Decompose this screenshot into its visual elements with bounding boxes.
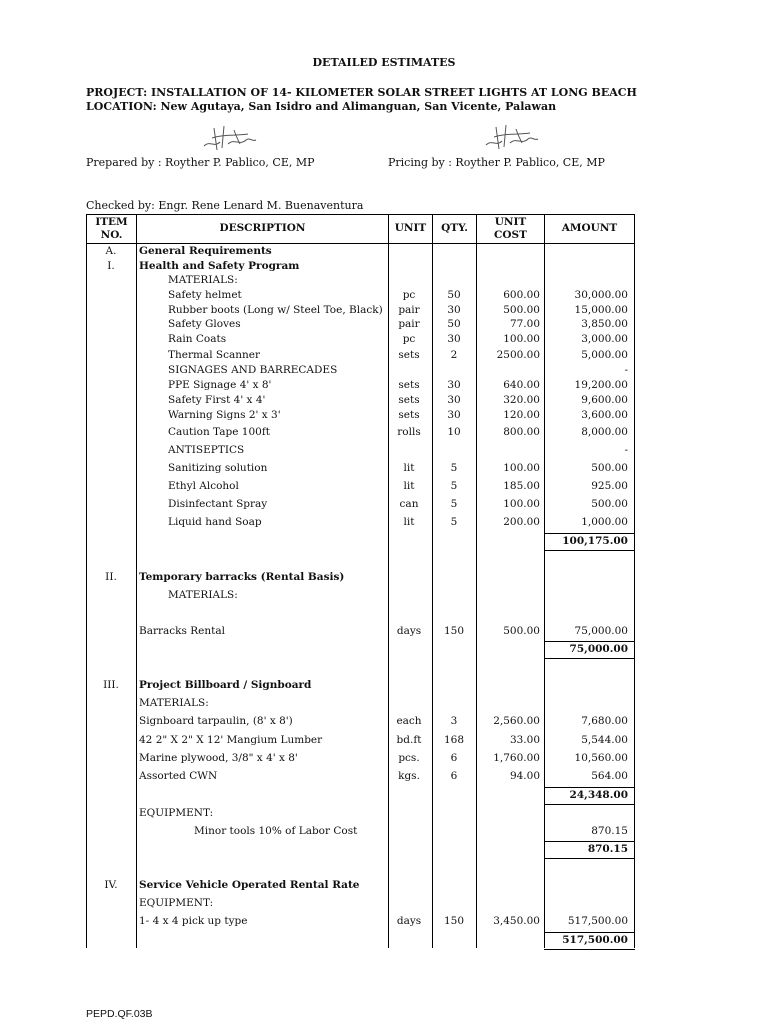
cell-item-no: A.	[105, 245, 117, 257]
cell-quantity: 6	[450, 752, 458, 764]
table-row	[86, 569, 634, 585]
cell-unit-cost: 2500.00	[496, 349, 540, 361]
cell-quantity: 50	[447, 289, 461, 301]
project-line: PROJECT: INSTALLATION OF 14- KILOMETER SOLAR STREET LIGHTS AT LONG BEACH	[86, 86, 637, 99]
subtotal-row	[86, 841, 634, 857]
cell-amount: 24,348.00	[569, 789, 628, 801]
cell-description: Rubber boots (Long w/ Steel Toe, Black)	[168, 304, 383, 316]
subtotal-rule-top	[544, 533, 635, 534]
cell-amount: 1,000.00	[581, 516, 628, 528]
subtotal-row	[86, 641, 634, 657]
cell-description: Liquid hand Soap	[168, 516, 262, 528]
subtotal-rule-bottom	[544, 949, 635, 950]
prepared-by: Prepared by : Royther P. Pablico, CE, MP	[86, 156, 315, 169]
table-row	[86, 442, 634, 458]
cell-amount: -	[624, 444, 628, 456]
cell-amount: 100,175.00	[562, 535, 628, 547]
cell-amount: 500.00	[591, 462, 628, 474]
subtotal-rule-bottom	[544, 658, 635, 659]
cell-description: Temporary barracks (Rental Basis)	[139, 571, 345, 583]
table-row	[86, 913, 634, 929]
cell-description: Ethyl Alcohol	[168, 480, 239, 492]
cell-description: SIGNAGES AND BARRECADES	[168, 364, 338, 376]
cell-unit: pcs.	[398, 752, 420, 764]
cell-unit: days	[396, 915, 422, 927]
cell-description: Signboard tarpaulin, (8' x 8')	[139, 715, 293, 727]
table-row	[86, 623, 634, 639]
cell-quantity: 30	[447, 409, 461, 421]
col-header-description: DESCRIPTION	[219, 222, 306, 234]
cell-unit-cost: 120.00	[503, 409, 540, 421]
cell-quantity: 150	[443, 625, 465, 637]
cell-unit-cost: 2,560.00	[493, 715, 540, 727]
cell-unit-cost: 100.00	[503, 498, 540, 510]
table-border-right	[634, 214, 635, 948]
table-row	[86, 392, 634, 408]
subtotal-rule-top	[544, 932, 635, 933]
table-row	[86, 732, 634, 748]
table-row	[86, 587, 634, 603]
cell-unit-cost: 33.00	[509, 734, 540, 746]
cell-description: General Requirements	[139, 245, 272, 257]
cell-unit-cost: 100.00	[503, 462, 540, 474]
cell-unit-cost: 100.00	[503, 333, 540, 345]
table-row	[86, 424, 634, 440]
cell-item-no: III.	[103, 679, 119, 691]
cell-unit: pair	[398, 318, 420, 330]
col-header-unit-cost: UNIT COST	[494, 215, 527, 241]
table-row	[86, 768, 634, 784]
cell-amount: 7,680.00	[581, 715, 628, 727]
table-row	[86, 677, 634, 693]
cell-amount: 9,600.00	[581, 394, 628, 406]
cell-description: Warning Signs 2' x 3'	[168, 409, 281, 421]
cell-unit-cost: 94.00	[509, 770, 540, 782]
cell-amount: 15,000.00	[574, 304, 628, 316]
subtotal-row	[86, 932, 634, 948]
signature-pricing	[482, 119, 542, 153]
cell-unit: lit	[403, 516, 415, 528]
cell-description: Thermal Scanner	[168, 349, 261, 361]
cell-description: Sanitizing solution	[168, 462, 268, 474]
cell-unit: can	[399, 498, 419, 510]
table-row	[86, 478, 634, 494]
cell-amount: 517,500.00	[562, 934, 628, 946]
cell-unit-cost: 3,450.00	[493, 915, 540, 927]
cell-quantity: 168	[443, 734, 465, 746]
cell-description: MATERIALS:	[139, 697, 209, 709]
cell-amount: 30,000.00	[574, 289, 628, 301]
cell-quantity: 30	[447, 394, 461, 406]
table-row	[86, 514, 634, 530]
cell-amount: 5,544.00	[581, 734, 628, 746]
cell-unit: rolls	[397, 426, 421, 438]
signature-preparer	[200, 120, 260, 154]
cell-description: Rain Coats	[168, 333, 227, 345]
cell-unit: pc	[402, 333, 416, 345]
cell-description: PPE Signage 4' x 8'	[168, 379, 272, 391]
cell-unit: lit	[403, 480, 415, 492]
cell-unit-cost: 800.00	[503, 426, 540, 438]
cell-unit: each	[396, 715, 422, 727]
cell-unit-cost: 320.00	[503, 394, 540, 406]
table-row	[86, 713, 634, 729]
cell-unit: sets	[398, 379, 420, 391]
table-row	[86, 362, 634, 378]
cell-item-no: IV.	[104, 879, 118, 891]
col-header-item: ITEM NO.	[95, 215, 128, 241]
cell-quantity: 30	[447, 333, 461, 345]
table-row	[86, 823, 634, 839]
cell-quantity: 5	[450, 498, 458, 510]
table-row	[86, 407, 634, 423]
cell-description: Project Billboard / Signboard	[139, 679, 312, 691]
cell-quantity: 30	[447, 304, 461, 316]
document-title: DETAILED ESTIMATES	[312, 56, 456, 69]
cell-unit: days	[396, 625, 422, 637]
cell-description: Disinfectant Spray	[168, 498, 268, 510]
cell-description: Caution Tape 100ft	[168, 426, 270, 438]
form-code: PEPD.QF.03B	[86, 1008, 153, 1020]
cell-item-no: I.	[107, 260, 115, 272]
table-row	[86, 496, 634, 512]
cell-amount: 8,000.00	[581, 426, 628, 438]
cell-quantity: 150	[443, 915, 465, 927]
cell-amount: 870.15	[591, 825, 628, 837]
table-row	[86, 331, 634, 347]
cell-description: MATERIALS:	[168, 589, 238, 601]
cell-unit: sets	[398, 394, 420, 406]
cell-amount: 564.00	[591, 770, 628, 782]
cell-unit: bd.ft	[396, 734, 422, 746]
cell-description: Marine plywood, 3/8" x 4' x 8'	[139, 752, 298, 764]
cell-quantity: 2	[450, 349, 458, 361]
cell-quantity: 6	[450, 770, 458, 782]
cell-description: Safety First 4' x 4'	[168, 394, 266, 406]
cell-unit-cost: 600.00	[503, 289, 540, 301]
subtotal-rule-bottom	[544, 550, 635, 551]
cell-description: Barracks Rental	[139, 625, 225, 637]
subtotal-rule-top	[544, 787, 635, 788]
table-row	[86, 460, 634, 476]
cell-unit-cost: 640.00	[503, 379, 540, 391]
cell-amount: 517,500.00	[567, 915, 628, 927]
subtotal-rule-top	[544, 641, 635, 642]
cell-description: EQUIPMENT:	[139, 897, 214, 909]
table-row	[86, 347, 634, 363]
cell-description: Safety helmet	[168, 289, 242, 301]
cell-quantity: 3	[450, 715, 458, 727]
cell-description: Minor tools 10% of Labor Cost	[194, 825, 358, 837]
table-row	[86, 895, 634, 911]
cell-unit-cost: 1,760.00	[493, 752, 540, 764]
cell-amount: 75,000.00	[569, 643, 628, 655]
cell-amount: 870.15	[587, 843, 628, 855]
table-row	[86, 243, 634, 259]
table-row	[86, 377, 634, 393]
subtotal-row	[86, 533, 634, 549]
table-row	[86, 695, 634, 711]
pricing-by: Pricing by : Royther P. Pablico, CE, MP	[388, 156, 605, 169]
cell-amount: 3,600.00	[581, 409, 628, 421]
table-row	[86, 272, 634, 288]
cell-description: Health and Safety Program	[139, 260, 300, 272]
cell-unit-cost: 77.00	[509, 318, 540, 330]
cell-description: MATERIALS:	[168, 274, 238, 286]
cell-unit-cost: 185.00	[503, 480, 540, 492]
cell-unit-cost: 500.00	[503, 625, 540, 637]
cell-description: Service Vehicle Operated Rental Rate	[139, 879, 360, 891]
col-header-qty: QTY.	[441, 222, 468, 234]
cell-description: EQUIPMENT:	[139, 807, 214, 819]
cell-item-no: II.	[105, 571, 117, 583]
table-row	[86, 750, 634, 766]
cell-description: ANTISEPTICS	[168, 444, 245, 456]
cell-quantity: 10	[447, 426, 461, 438]
location-line: LOCATION: New Agutaya, San Isidro and Alimanguan, San Vicente, Palawan	[86, 100, 557, 113]
cell-amount: 10,560.00	[574, 752, 628, 764]
cell-unit: sets	[398, 409, 420, 421]
cell-amount: 3,000.00	[581, 333, 628, 345]
cell-amount: 5,000.00	[581, 349, 628, 361]
cell-description: 1- 4 x 4 pick up type	[139, 915, 248, 927]
cell-description: Assorted CWN	[139, 770, 218, 782]
subtotal-rule-top	[544, 841, 635, 842]
cell-unit: pair	[398, 304, 420, 316]
cell-description: Safety Gloves	[168, 318, 241, 330]
col-header-amount: AMOUNT	[561, 222, 618, 234]
cell-quantity: 30	[447, 379, 461, 391]
cell-amount: 925.00	[591, 480, 628, 492]
cell-amount: -	[624, 364, 628, 376]
cell-unit: kgs.	[398, 770, 420, 782]
cell-amount: 3,850.00	[581, 318, 628, 330]
cell-quantity: 5	[450, 516, 458, 528]
cell-amount: 19,200.00	[574, 379, 628, 391]
table-row	[86, 316, 634, 332]
table-row	[86, 877, 634, 893]
checked-by: Checked by: Engr. Rene Lenard M. Buenaventura	[86, 199, 364, 212]
cell-quantity: 5	[450, 462, 458, 474]
table-row	[86, 805, 634, 821]
cell-unit: lit	[403, 462, 415, 474]
cell-unit: sets	[398, 349, 420, 361]
col-header-unit: UNIT	[394, 222, 427, 234]
cell-description: 42 2" X 2" X 12' Mangium Lumber	[139, 734, 323, 746]
cell-unit-cost: 500.00	[503, 304, 540, 316]
cell-unit-cost: 200.00	[503, 516, 540, 528]
cell-amount: 500.00	[591, 498, 628, 510]
table-row	[86, 287, 634, 303]
cell-quantity: 5	[450, 480, 458, 492]
cell-quantity: 50	[447, 318, 461, 330]
subtotal-row	[86, 787, 634, 803]
cell-unit: pc	[402, 289, 416, 301]
subtotal-rule-bottom	[544, 858, 635, 859]
cell-amount: 75,000.00	[574, 625, 628, 637]
